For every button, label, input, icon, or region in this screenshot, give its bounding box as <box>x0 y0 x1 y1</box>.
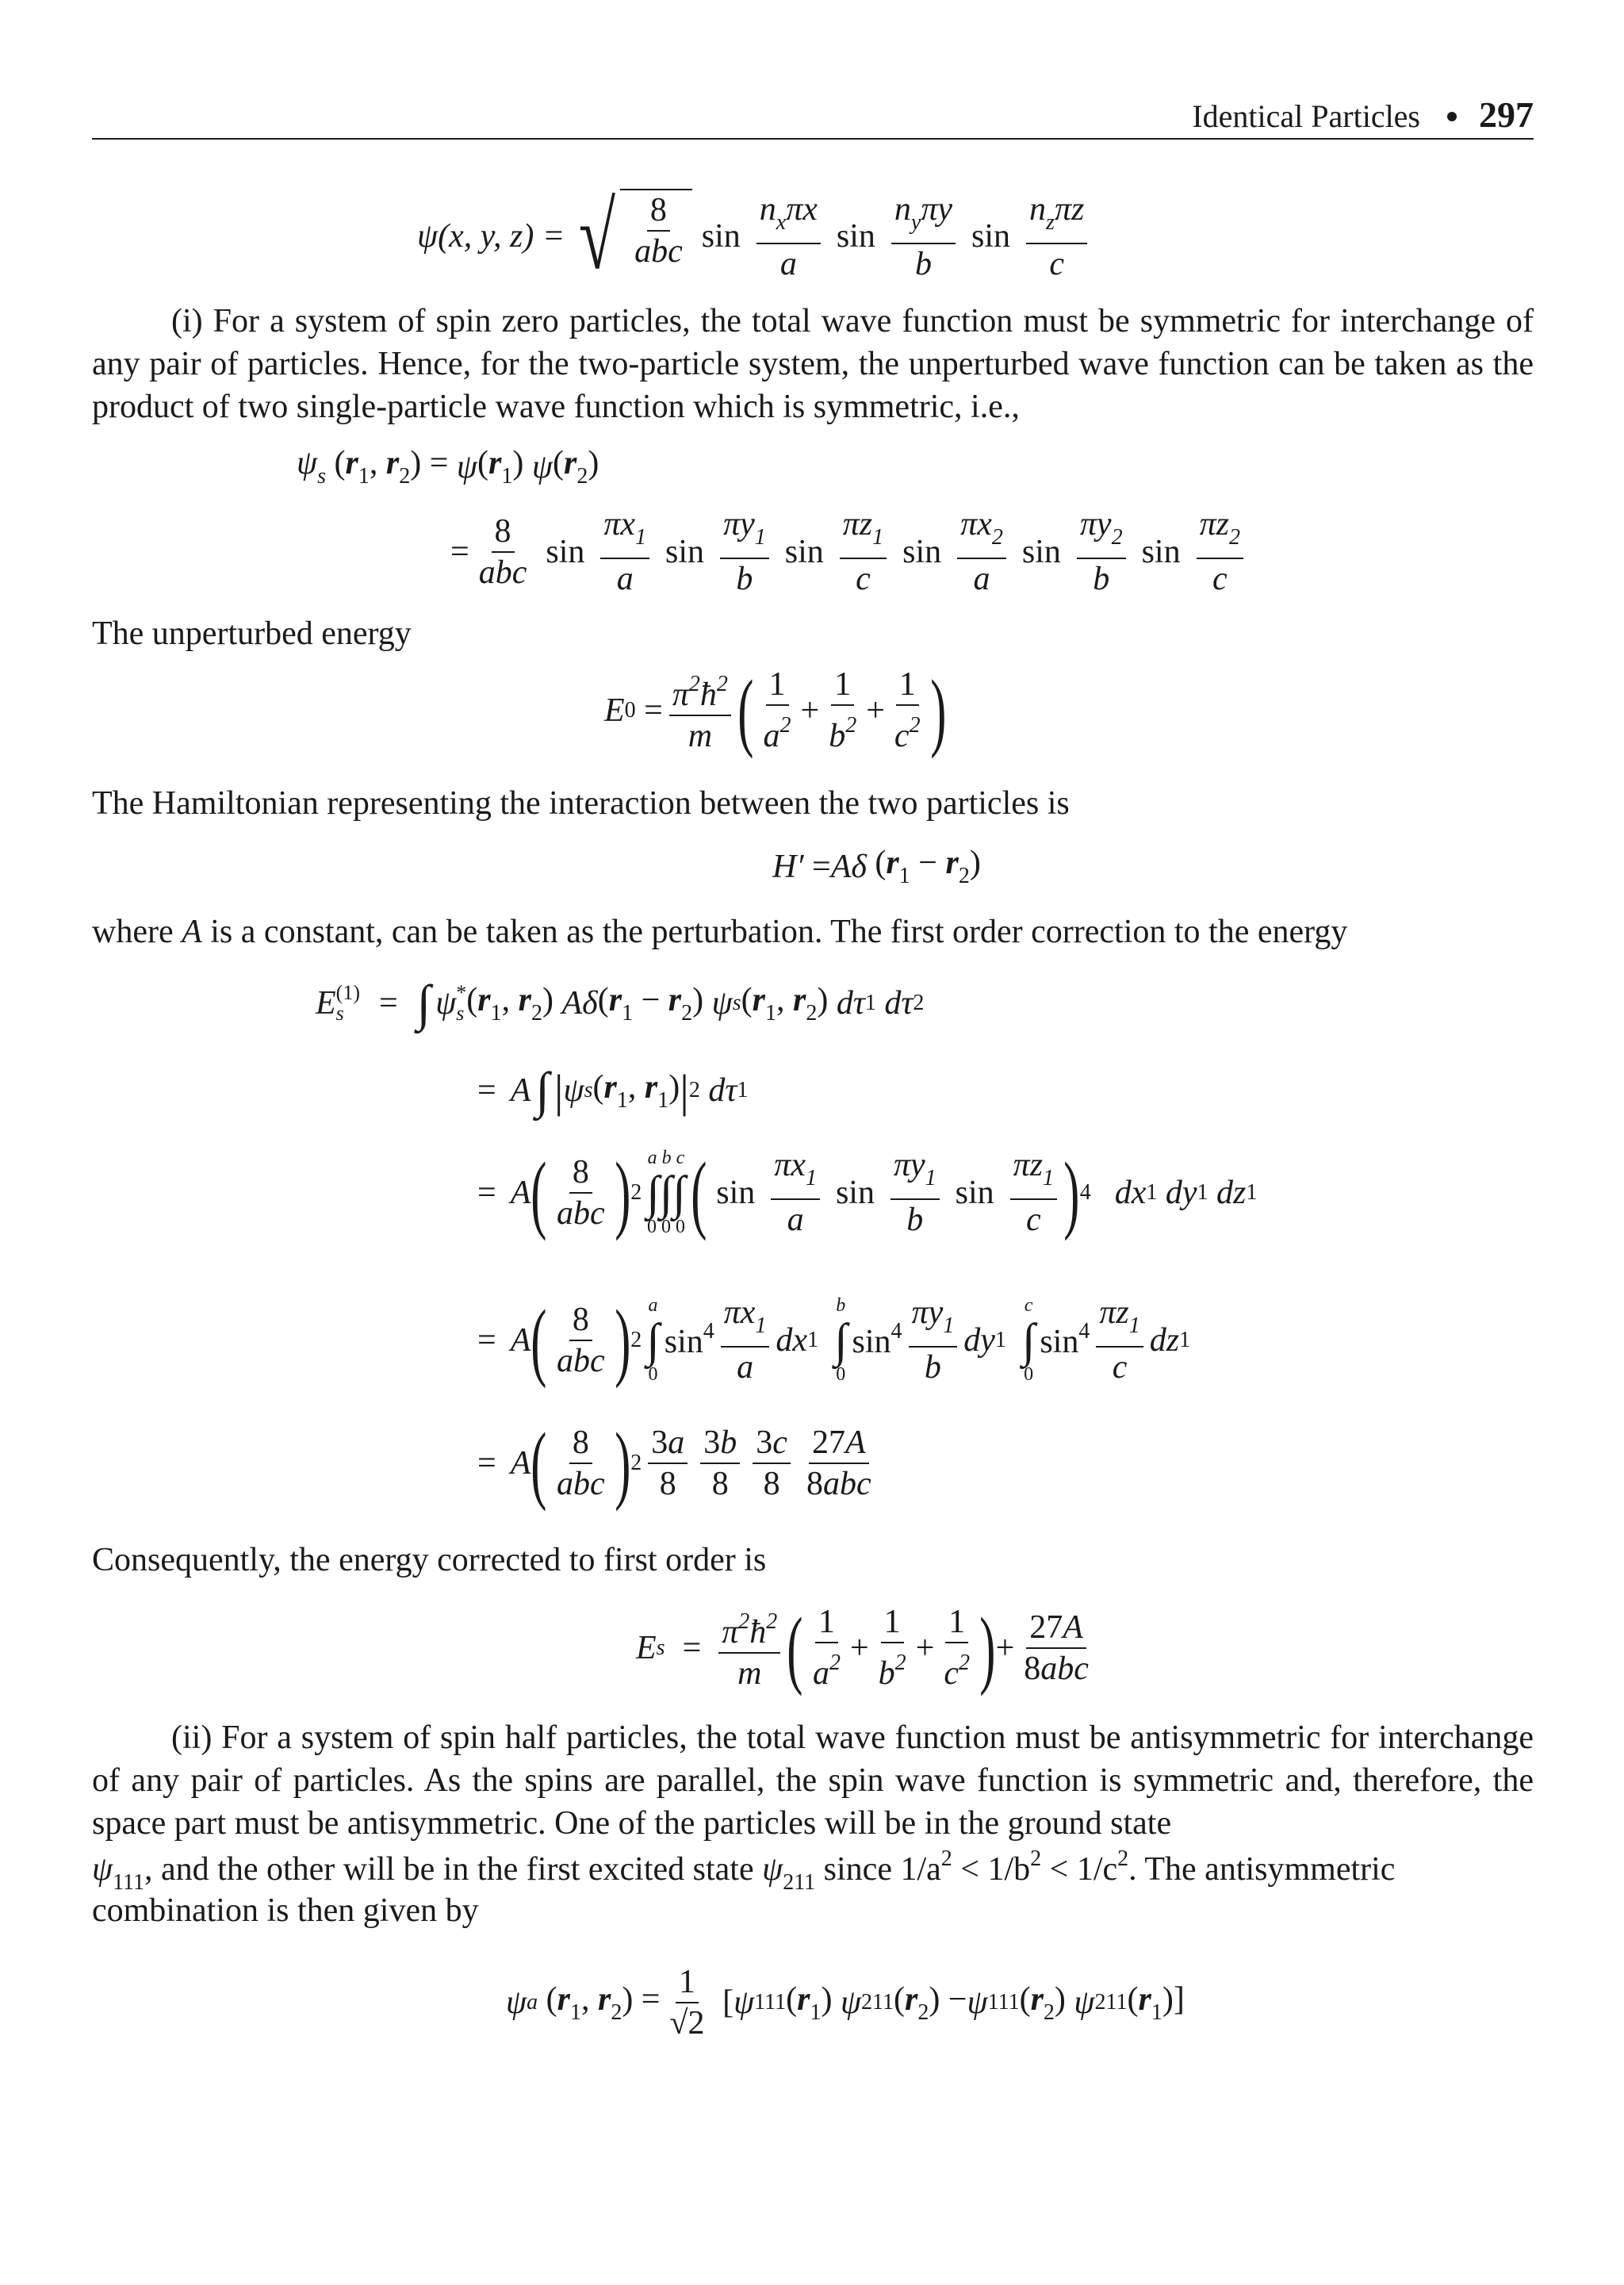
paragraph-unperturbed-energy: The unperturbed energy <box>92 615 412 652</box>
document-page <box>92 0 1534 2285</box>
equation-wavefunction: ψ(x, y, z) = √ $\frac{8}{\text{abc}}$ sin $\frac{n_x\pi x}{a}$ sin $\frac{n_y\pi y}{b}$ sin $\frac{n_z\pi z}{c}$ <box>417 189 1094 284</box>
equation-symmetric-expanded: = $\frac{8}{\text{abc}}$ sin $\frac{\pi x_1}{a}$ sin $\frac{\pi y_1}{b}$ sin $\frac{\pi z_1}{c}$ sin $\frac{\pi x_2}{a}$ sin $\frac{\pi y_2}{b}$ sin $\frac{\pi z_2}{c}$ <box>450 504 1250 599</box>
paragraph-combination: combination is then given by <box>92 1892 479 1929</box>
header-title: Identical Particles <box>1192 98 1420 134</box>
equation-antisymmetric: ψ a ($r_1$, $r_2$) = $\frac{1}{√2}$ [ ψ 111 $(r_1)$ ψ 211 $(r_2)$ − ψ 111 $(r_2)$ ψ 211 $(r_1)$] <box>506 1964 1185 2042</box>
equation-first-order-4: = A ( $\frac{8}{\text{abc}}$ ) 2 a ∫ 0 $\sin^4$ $\frac{\pi x_1}{a}$ dx 1 b ∫ 0 $\sin^4$ $\frac{\pi y_1}{b}$ dy 1 c ∫ 0 $\sin^4$ $\frac{\pi z_1}{c}$ dz 1 <box>477 1291 1191 1389</box>
equation-unperturbed-energy: E 0 = $\frac{\pi^2ħ^2}{m}$ ( $\frac{1}{a^2}$ + $\frac{1}{b^2}$ + $\frac{1}{c^2}$ ) <box>604 661 946 759</box>
equation-perturbation: H′ = Aδ $(r_1 - r_2)$ <box>772 845 981 888</box>
header-rule <box>92 138 1534 140</box>
paragraph-consequently: Consequently, the energy corrected to first order is <box>92 1542 767 1578</box>
page-number: 297 <box>1479 94 1534 135</box>
equation-first-order-3: = A ( $\frac{8}{\text{abc}}$ ) 2 a b c ∫∫∫ 0 0 0 ( sin $\frac{\pi x_1}{a}$ sin $\frac{\pi y_1}{b}$ sin $\frac{\pi z_1}{c}$ ) 4 dx 1 dy 1 dz 1 <box>477 1144 1258 1241</box>
running-header <box>1192 94 1534 136</box>
equation-first-order-1: E (1) s = ∫ ψ * s ($r_1$, $r_2$) Aδ $(r_1 - r_2)$ ψ s ($r_1$, $r_2$) dτ 1 dτ 2 <box>316 975 925 1031</box>
equation-corrected-energy: E s = $\frac{\pi^2ħ^2}{m}$ ( $\frac{1}{a^2}$ + $\frac{1}{b^2}$ + $\frac{1}{c^2}$ ) + $\frac{27A}{\text{8abc}}$ <box>636 1599 1089 1696</box>
paragraph-where-a: where A is a constant, can be taken as the perturbation. The first order correction to the energy <box>92 914 1348 950</box>
equation-first-order-2: = A ∫ | ψ s ($r_1$, $r_1$) | 2 dτ 1 <box>477 1062 749 1118</box>
equation-symmetric-product: $\psi_s$ ($r_1$, $r_2$) = ψ $(r_1)$ ψ $(r_2)$ <box>297 445 599 489</box>
paragraph-hamiltonian: The Hamiltonian representing the interaction between the two particles is <box>92 785 1070 822</box>
paragraph-spin-zero: (i) For a system of spin zero particles, the total wave function must be symmetric for interchange of any pair of particles. Hence, for the two-particle system, the unperturbed wave function can be taken as the product of two single-particle wave function which is symmetric, i.e., <box>92 303 1534 425</box>
paragraph-spin-half-line4: $\psi_{111}$, and the other will be in the first excited state $\psi_{211}$ since $1/a^2 < 1/b^2 < 1/c^2$. The antisymmetric <box>92 1846 1396 1895</box>
header-bullet <box>1447 112 1457 121</box>
paragraph-spin-half: (ii) For a system of spin half particles, the total wave function must be antisymmetric for interchange of any pair of particles. As the spins are parallel, the spin wave function is symmetric and, therefore, the space part must be antisymmetric. One of the particles will be in the ground state <box>92 1720 1534 1842</box>
equation-first-order-5: = A ( $\frac{8}{\text{abc}}$ ) 2 $\frac{3a}{8}$ $\frac{3b}{8}$ $\frac{3c}{8}$ $\frac{27A}{\text{8abc}}$ <box>477 1415 871 1512</box>
